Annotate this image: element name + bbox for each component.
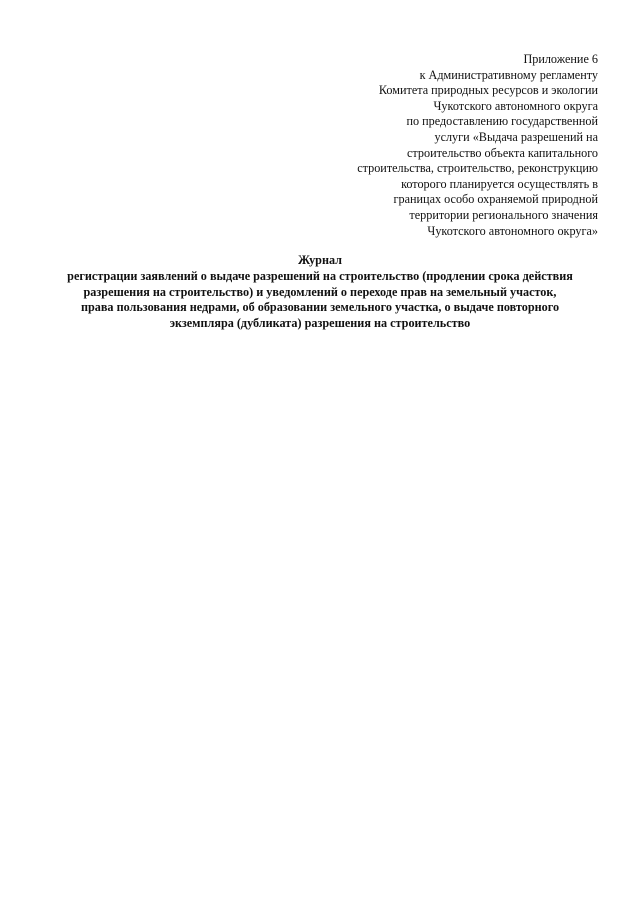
- appendix-line: строительства, строительство, реконструкцию: [357, 161, 598, 176]
- appendix-line: строительство объекта капитального: [407, 145, 598, 160]
- appendix-line: границах особо охраняемой природной: [393, 192, 598, 207]
- appendix-line: Комитета природных ресурсов и экологии: [378, 83, 598, 98]
- journal-subtitle-line: регистрации заявлений о выдаче разрешений на строительство (продлении срока действия: [67, 269, 573, 283]
- journal-title: Журнал: [297, 253, 343, 267]
- appendix-header: [298, 52, 598, 239]
- appendix-line: которого планируется осуществлять в: [401, 176, 598, 191]
- journal-subtitle-line: экземпляра (дубликата) разрешения на строительство: [169, 315, 471, 330]
- journal-subtitle-line: разрешения на строительство) и уведомлений о переходе прав на земельный участок,: [83, 284, 557, 299]
- appendix-line: Чукотского автономного округа: [433, 98, 598, 113]
- appendix-line: по предоставлению государственной: [406, 114, 598, 129]
- appendix-line: территории регионального значения: [409, 207, 598, 222]
- journal-subtitle: [40, 269, 600, 331]
- appendix-line: Приложение 6: [523, 52, 598, 66]
- journal-subtitle-line: права пользования недрами, об образовании земельного участка, о выдаче повторного: [80, 300, 560, 315]
- appendix-line: услуги «Выдача разрешений на: [434, 129, 598, 144]
- appendix-line: Чукотского автономного округа»: [427, 223, 598, 238]
- appendix-line: к Административному регламенту: [419, 67, 598, 82]
